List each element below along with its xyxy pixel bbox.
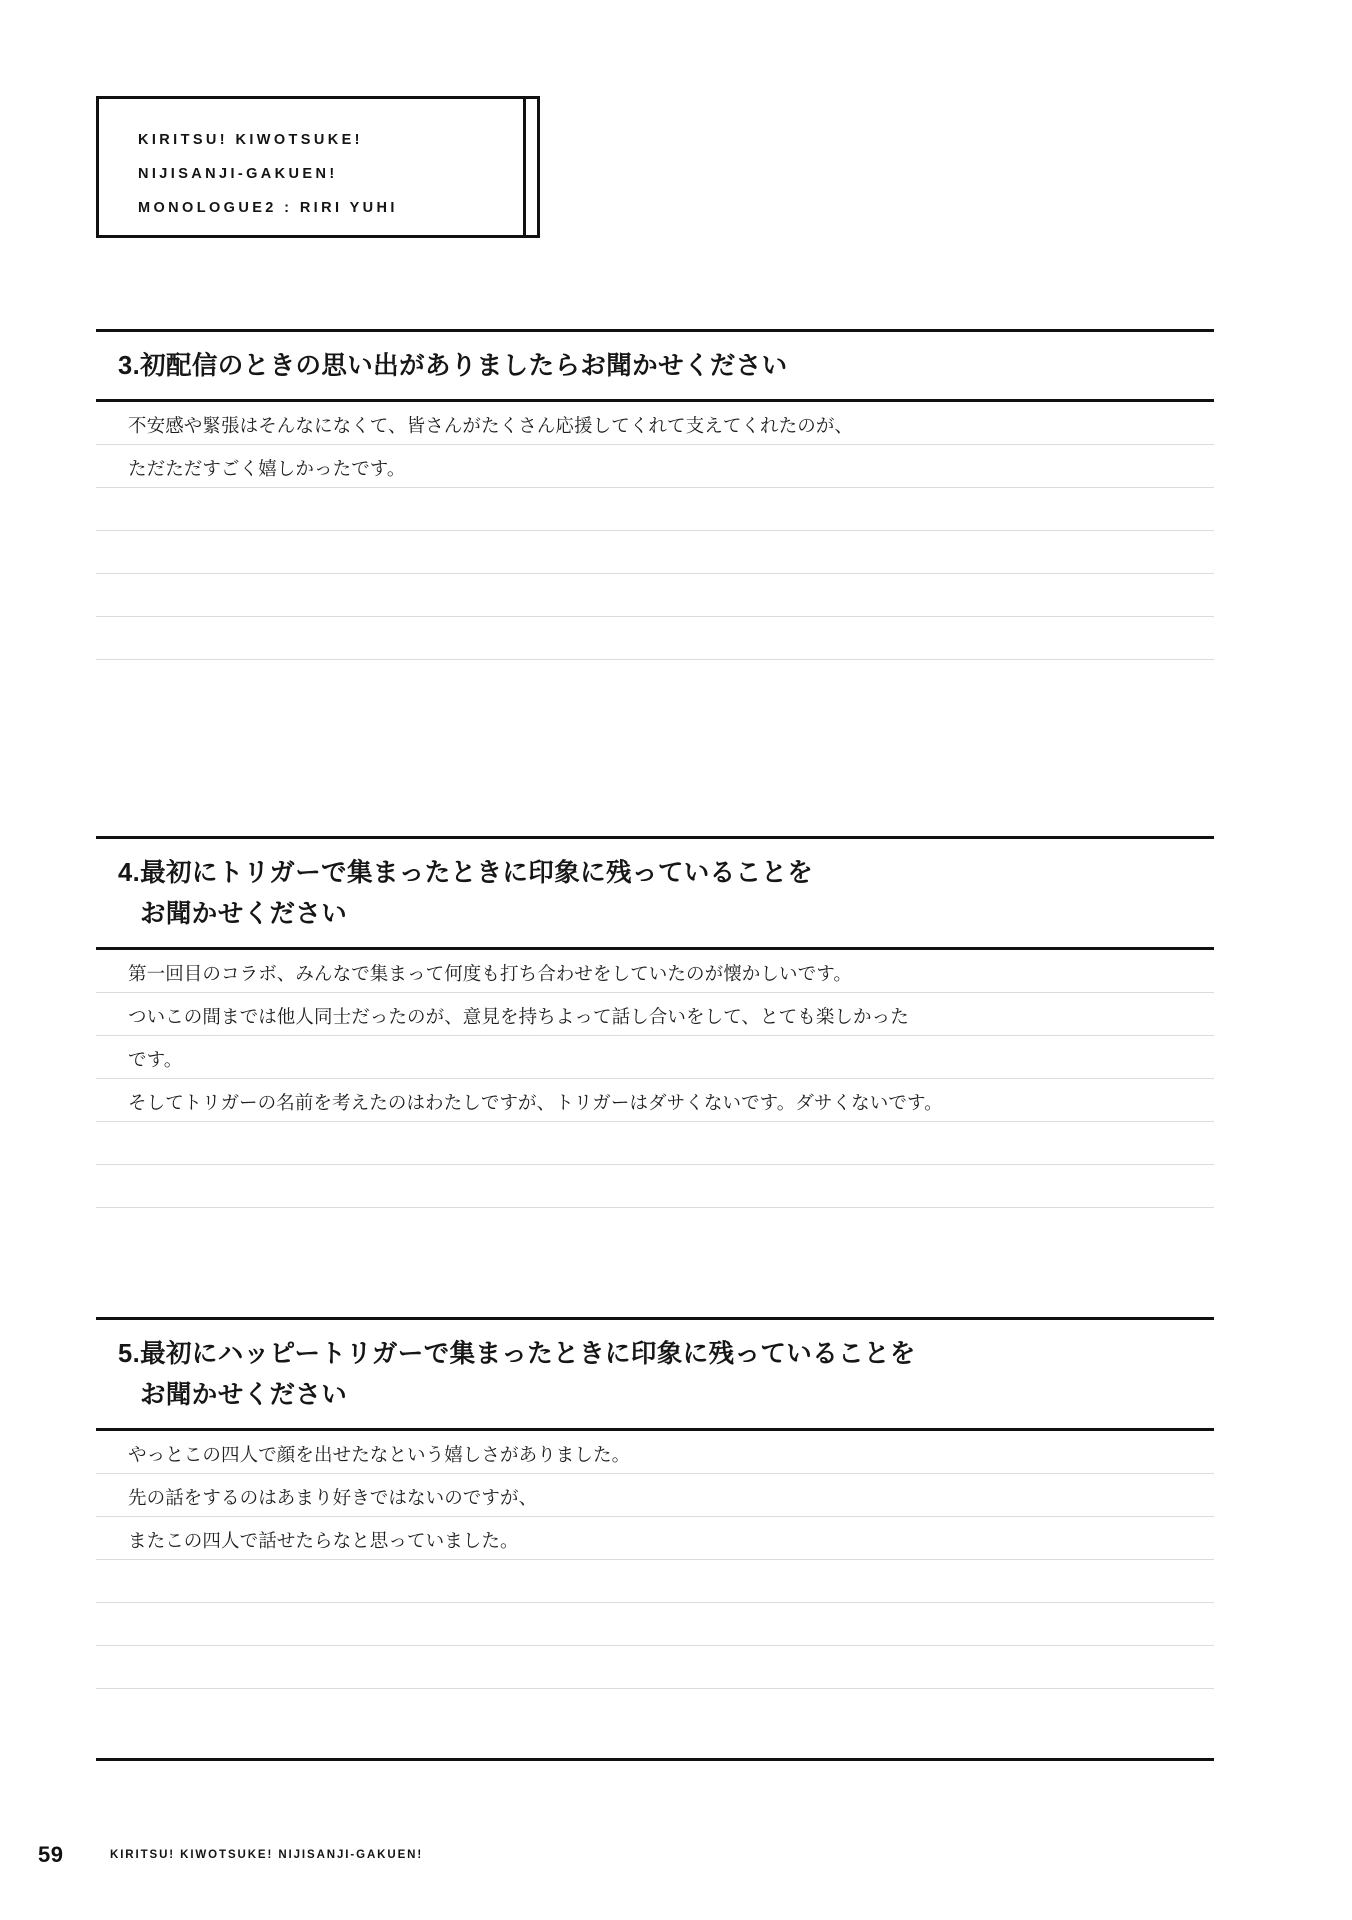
title-line-1: KIRITSU! KIWOTSUKE! bbox=[138, 132, 363, 148]
answer-area-3 bbox=[96, 402, 1214, 660]
answer-line bbox=[96, 488, 1214, 531]
running-title: KIRITSU! KIWOTSUKE! NIJISANJI-GAKUEN! bbox=[110, 1849, 424, 1861]
answer-line bbox=[96, 1603, 1214, 1646]
answer-text: ただただすごく嬉しかったです。 bbox=[128, 458, 406, 479]
answer-line bbox=[96, 1165, 1214, 1208]
answer-line bbox=[96, 1646, 1214, 1689]
answer-text: 第一回目のコラボ、みんなで集まって何度も打ち合わせをしていたのが懐かしいです。 bbox=[128, 963, 852, 984]
question-heading-3 bbox=[96, 332, 1214, 399]
answer-text: 先の話をするのはあまり好きではないのですが、 bbox=[128, 1487, 538, 1508]
page-footer bbox=[0, 1842, 1352, 1882]
question-heading-5 bbox=[96, 1320, 1214, 1428]
question-block-5 bbox=[96, 1317, 1214, 1689]
answer-text: です。 bbox=[128, 1049, 183, 1070]
answer-text: 不安感や緊張はそんなになくて、皆さんがたくさん応援してくれて支えてくれたのが、 bbox=[128, 415, 854, 436]
answer-text: ついこの間までは他人同士だったのが、意見を持ちよって話し合いをして、とても楽しかった bbox=[128, 1006, 909, 1027]
answer-line bbox=[96, 1122, 1214, 1165]
answer-line bbox=[96, 617, 1214, 660]
page-bottom-rule bbox=[96, 1758, 1214, 1761]
question-block-3 bbox=[96, 329, 1214, 660]
answer-line bbox=[96, 1079, 1214, 1122]
answer-text: そしてトリガーの名前を考えたのはわたしですが、トリガーはダサくないです。ダサくないです。 bbox=[128, 1092, 943, 1113]
answer-line bbox=[96, 402, 1214, 445]
title-box-outer-edge bbox=[526, 96, 540, 238]
title-line-2: NIJISANJI-GAKUEN! bbox=[138, 166, 338, 182]
answer-line bbox=[96, 1474, 1214, 1517]
answer-line bbox=[96, 993, 1214, 1036]
page-number: 59 bbox=[38, 1842, 64, 1867]
answer-line bbox=[96, 531, 1214, 574]
question-heading-5-line1: 5.最初にハッピートリガーで集まったときに印象に残っていることを bbox=[118, 1340, 916, 1368]
answer-line bbox=[96, 950, 1214, 993]
answer-text: またこの四人で話せたらなと思っていました。 bbox=[128, 1530, 519, 1551]
answer-line bbox=[96, 574, 1214, 617]
answer-line bbox=[96, 1560, 1214, 1603]
question-heading-3-line1: 3.初配信のときの思い出がありましたらお聞かせください bbox=[118, 352, 788, 380]
answer-line bbox=[96, 445, 1214, 488]
title-box bbox=[96, 96, 561, 238]
answer-line bbox=[96, 1431, 1214, 1474]
title-line-3: MONOLOGUE2 : RIRI YUHI bbox=[138, 200, 398, 216]
answer-line bbox=[96, 1517, 1214, 1560]
question-heading-4-line1: 4.最初にトリガーで集まったときに印象に残っていることを bbox=[118, 859, 814, 887]
question-heading-4 bbox=[96, 839, 1214, 947]
answer-area-4 bbox=[96, 950, 1214, 1208]
title-box-text bbox=[138, 123, 518, 225]
answer-text: やっとこの四人で顔を出せたなという嬉しさがありました。 bbox=[128, 1444, 631, 1465]
question-heading-4-line2: お聞かせください bbox=[140, 900, 348, 928]
answer-area-5 bbox=[96, 1431, 1214, 1689]
question-heading-5-line2: お聞かせください bbox=[140, 1381, 348, 1409]
answer-line bbox=[96, 1036, 1214, 1079]
question-block-4 bbox=[96, 836, 1214, 1208]
